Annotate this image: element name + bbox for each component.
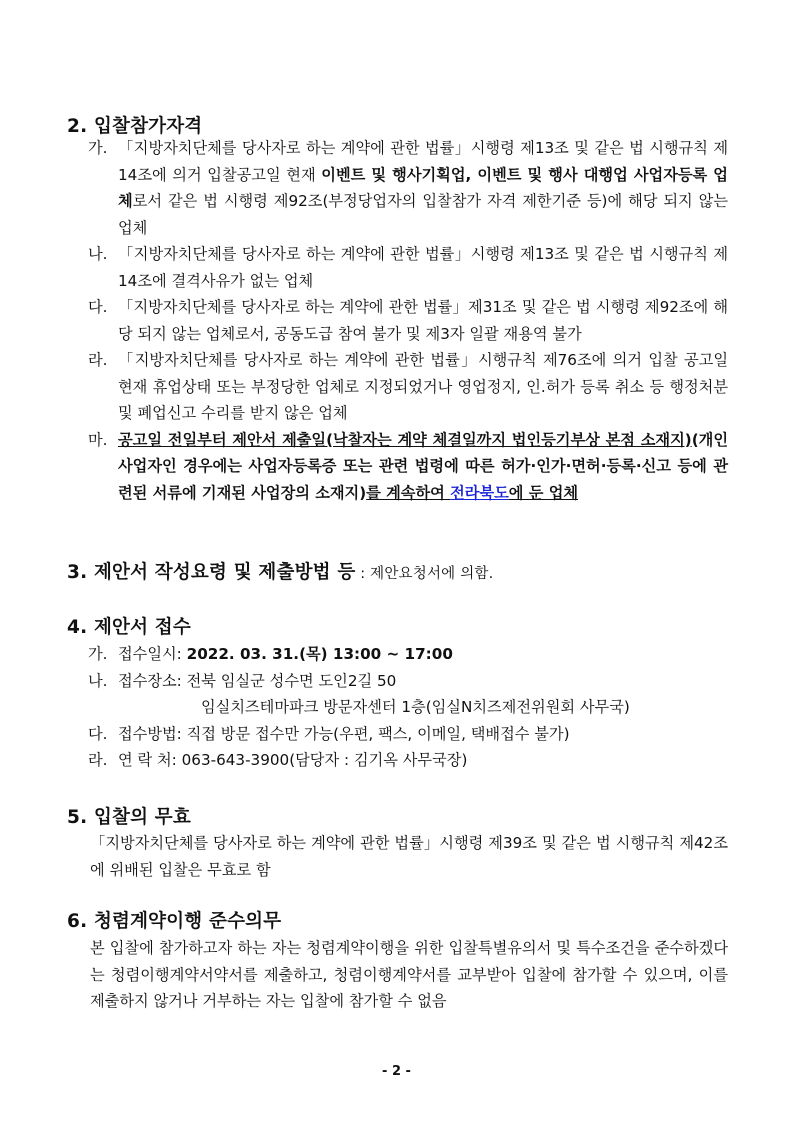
- item-text: 로서 같은 법 시행령 제92조(부정당업자의 입찰참가 자격 제한기준 등)에 해당 되지 않는 업체: [118, 192, 728, 237]
- item-marker: 가.: [88, 139, 108, 157]
- item-text: 「지방자치단체를 당사자로 하는 계약에 관한 법률」시행령 제13조 및 같은 법 시행규칙 제14조에 결격사유가 없는 업체: [118, 245, 728, 290]
- s2-item-ga: [88, 135, 728, 241]
- item-label: 접수장소:: [118, 671, 187, 690]
- contact-info: 063-643-3900(담당자 : 김기옥 사무국장): [181, 751, 468, 769]
- section-5-text: 「지방자치단체를 당사자로 하는 계약에 관한 법률」시행령 제39조 및 같은 법 시행규칙 제42조에 위배된 입찰은 무효로 함: [90, 834, 728, 879]
- item-bold-text: 이벤트 및 행사기획업, 이벤트 및 행사 대행업 사업자등록 업체: [118, 165, 728, 210]
- section-5-body: [88, 830, 728, 883]
- item-underlined-text: 에 둔 업체: [508, 483, 579, 502]
- s4-item-na-cont: [88, 694, 728, 721]
- page-number: - 2 -: [382, 1064, 411, 1079]
- s4-item-ra: [88, 747, 728, 774]
- item-marker: 마.: [88, 430, 108, 449]
- item-text: 「지방자치단체를 당사자로 하는 계약에 관한 법률」시행령 제13조 및 같은 법 시행규칙 제14조에 의거 입찰공고일 현재: [118, 139, 728, 184]
- section-3-note: : 제안요청서에 의함.: [355, 566, 494, 582]
- item-underlined-text: 를 계속하여: [366, 483, 451, 502]
- section-4-heading: 4. 제안서 접수: [67, 617, 191, 638]
- region-link[interactable]: 전라북도: [450, 483, 509, 502]
- item-underlined-text: 공고일 전일부터 제안서 제출일(낙찰자는 계약 체결일까지 법인등기부상 본점 소재지): [118, 430, 692, 449]
- item-label: 연 락 처:: [118, 751, 182, 769]
- s4-item-na: [88, 668, 728, 695]
- section-6-heading: 6. 청렴계약이행 준수의무: [67, 911, 282, 932]
- s4-item-ga: [88, 641, 728, 668]
- section-3-title: 3. 제안서 작성요령 및 제출방법 등: [67, 562, 356, 583]
- s2-item-da: [88, 294, 728, 347]
- s2-item-na: [88, 241, 728, 294]
- s4-item-da: [88, 721, 728, 748]
- item-label: 접수일시:: [118, 645, 187, 663]
- section-2-heading: 2. 입찰참가자격: [67, 116, 203, 137]
- s2-item-ra: [88, 347, 728, 427]
- item-marker: 나.: [88, 245, 108, 263]
- item-marker: 라.: [88, 351, 108, 369]
- receipt-datetime: 2022. 03. 31.(목) 13:00 ~ 17:00: [186, 645, 453, 663]
- item-text: 「지방자치단체를 당사자로 하는 계약에 관한 법률」시행규칙 제76조에 의거 입찰 공고일 현재 휴업상태 또는 부정당한 업체로 지정되었거나 영업정지, 인.허가 등록 취소 등 행정처분 및 폐업신고 수리를 받지 않은 업체: [118, 351, 728, 422]
- section-6-body: [88, 935, 728, 1015]
- item-bold-text: (개인사업자인 경우에는 사업자등록증 또는 관련 법령에 따른 허가·인가·면허·등록·신고 등에 관련된 서류에 기재된 사업장의 소재지): [118, 430, 728, 502]
- section-2-body: [88, 135, 728, 506]
- section-5-heading: 5. 입찰의 무효: [67, 807, 191, 828]
- receipt-place: 임실치즈테마파크 방문자센터 1층(임실N치즈제전위원회 사무국): [201, 698, 630, 716]
- section-3-heading: [67, 558, 493, 584]
- item-marker: 다.: [88, 298, 108, 316]
- receipt-address: 전북 임실군 성수면 도인2길 50: [186, 671, 397, 690]
- item-marker: 다.: [88, 724, 108, 743]
- item-label: 접수방법:: [118, 724, 187, 743]
- receipt-method: 직접 방문 접수만 가능(우편, 팩스, 이메일, 택배접수 불가): [186, 724, 570, 743]
- s2-item-ma: [88, 427, 728, 507]
- item-marker: 나.: [88, 671, 108, 690]
- item-marker: 라.: [88, 751, 108, 769]
- section-6-text: 본 입찰에 참가하고자 하는 자는 청렴계약이행을 위한 입찰특별유의서 및 특수조건을 준수하겠다는 청렴이행계약서약서를 제출하고, 청렴이행계약서를 교부받아 입찰에 참가할 수 있으며, 이를 제출하지 않거나 거부하는 자는 입찰에 참가할 수 없음: [90, 939, 728, 1010]
- section-4-body: [88, 641, 728, 774]
- item-marker: 가.: [88, 645, 108, 663]
- item-text: 「지방자치단체를 당사자로 하는 계약에 관한 법률」제31조 및 같은 법 시행령 제92조에 해당 되지 않는 업체로서, 공동도급 참여 불가 및 제3자 일괄 재용역 불가: [118, 298, 728, 343]
